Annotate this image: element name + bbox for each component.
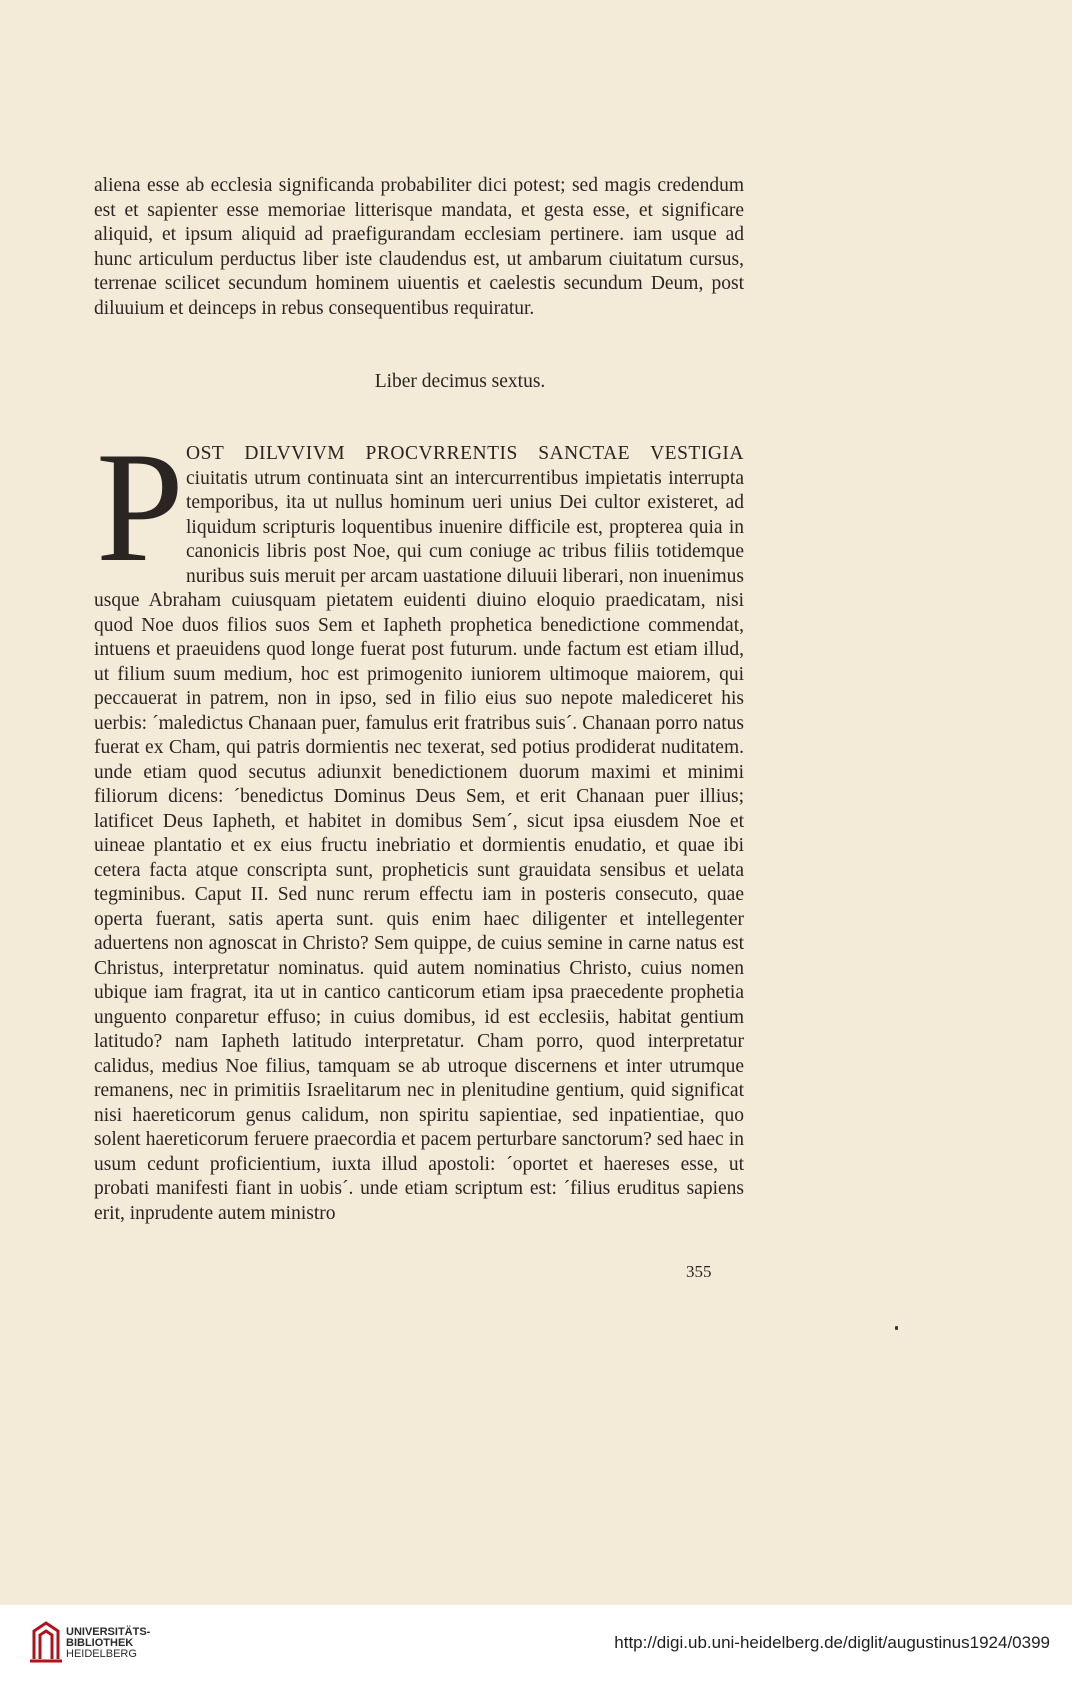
main-paragraph-text: ciuitatis utrum continuata sint an intercurrentibus impietatis interrupta temporibus, ita ut nullus hominum ueri unius Dei cultor existeret, ad liquidum scripturis loquentibus inuenire difficile est, propterea quia in canonicis libris post Noe, qui cum coniuge ac tribus filiis totidemque nuribus suis meruit per arcam uastatione diluuii liberari, non inuenimus usque Abraham cuiusquam pietatem euidenti diuino eloquio praedicatam, nisi quod Noe duos filios suos Sem et Iapheth prophetica benedictione commendat, intuens et praeuidens quod longe fuerat post futurum. unde factum est etiam illud, ut filium suum medium, hoc est primogenito iuniorem ultimoque maiorem, qui peccauerat in patrem, non in ipso, sed in filio eius suo nepote malediceret his uerbis: ´maledictus Chanaan puer, famulus erit fratribus suis´. Chanaan porro natus fuerat ex Cham, qui patris dormientis nec texerat, sed potius prodiderat nuditatem. unde etiam quod secutus adiunxit benedictionem duorum maximi et minimi filiorum dicens: ´benedictus Dominus Deus Sem, et erit Chanaan puer illius; latificet Deus Iapheth, et habitet in domibus Sem´, sicut ipsa eiusdem Noe et uineae plantatio et ex eius fructu inebriatio et dormientis enudatio, et quae ibi cetera facta atque conscripta sunt, propheticis sunt grauidata sensibus et uelata tegminibus. Caput II. Sed nunc rerum effectu iam in posteris consecuto, quae operta fuerant, satis aperta sunt. quis enim haec diligenter et intellegenter aduertens non agnoscat in Christo? Sem quippe, de cuius semine in carne natus est Christus, interpretatur nominatus. quid autem nominatius Christo, cuius nomen ubique iam fragrat, ita ut in cantico canticorum etiam ipsa praecedente prophetia unguento conparetur effuso; in cuius domibus, id est ecclesiis, habitat gentium latitudo? nam Iapheth latitudo interpretatur. Cham porro, quod interpretatur calidus, medius Noe filius, tamquam se ab utroque discernens et inter utrumque remanens, nec in primitiis Israelitarum nec in plenitudine gentium, quid significat nisi haereticorum genus calidum, non spiritu sapientiae, sed inpatientiae, quo solent haereticorum feruere praecordia et pacem perturbare sanctorum? sed haec in usum cedunt proficientium, iuxta illud apostoli: ´oportet et haereses esse, ut probati manifesti fiant in uobis´. unde etiam scriptum est: ´filius eruditus sapiens erit, inprudente autem ministro: [94, 467, 744, 1224]
drop-cap: [94, 442, 184, 570]
book-heading: Liber decimus sextus.: [374, 371, 546, 392]
footer-bar: [0, 1605, 1072, 1683]
page-number: 355: [686, 1262, 712, 1281]
source-url-link[interactable]: http://digi.ub.uni-heidelberg.de/diglit/augustinus1924/0399: [614, 1633, 1050, 1652]
ink-speck: [895, 1326, 898, 1330]
drop-cap-glyph: P: [96, 442, 184, 570]
university-library-logo-icon: [26, 1619, 66, 1665]
library-name-line1: UNIVERSITÄTS-: [66, 1626, 151, 1638]
library-name-line3: HEIDELBERG: [66, 1648, 137, 1660]
main-paragraph-container: [94, 442, 744, 1226]
library-name-line2: BIBLIOTHEK: [66, 1637, 134, 1649]
drop-cap-letter-icon: [94, 442, 184, 570]
library-name: [66, 1627, 150, 1660]
top-paragraph: aliena esse ab ecclesia significanda probabiliter dici potest; sed magis credendum est et sapienter esse memoriae litterisque mandata, et gesta esse, et significare aliquid, et ipsum aliquid ad praefigurandam ecclesiam pertinere. iam usque ad hunc articulum perductus liber iste claudendus est, ut ambarum ciuitatum cursus, terrenae scilicet secundum hominem uiuentis et caelestis secundum Deum, post diluuium et deinceps in rebus consequentibus requiratur.: [94, 175, 744, 319]
opening-capitals: OST DILVVIVM PROCVRRENTIS SANCTAE VESTIGIA: [186, 443, 744, 464]
